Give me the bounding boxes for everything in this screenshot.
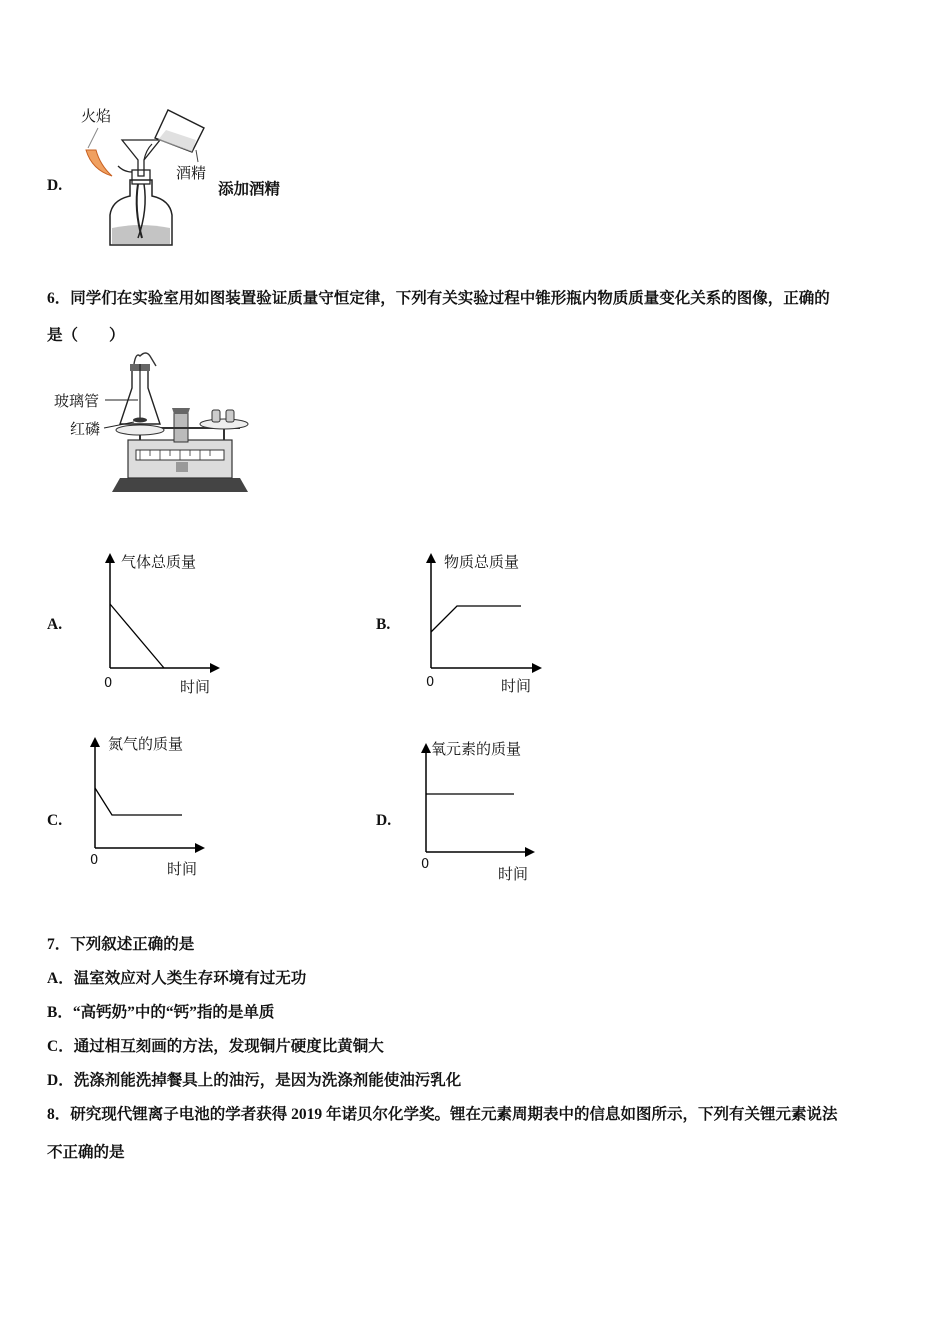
graph-b-ylabel: 物质总质量 <box>444 553 520 571</box>
q5-option-d-letter: D. <box>47 177 63 194</box>
graph-d-xlabel: 时间 <box>498 865 529 883</box>
q6-option-b-letter: B. <box>376 616 391 633</box>
graph-b-origin: 0 <box>426 675 435 690</box>
q7-option-d: D．洗涤剂能洗掉餐具上的油污，是因为洗涤剂能使油污乳化 <box>47 1072 462 1089</box>
graph-a-xlabel: 时间 <box>180 678 211 696</box>
glass-tube-label: 玻璃管 <box>54 392 100 410</box>
graph-d-origin: 0 <box>421 857 430 872</box>
q7-option-c: C．通过相互刻画的方法，发现铜片硬度比黄铜大 <box>47 1038 384 1055</box>
q7-option-b: B．“高钙奶”中的“钙”指的是单质 <box>47 1004 275 1021</box>
q7-option-a: A．温室效应对人类生存环境有过无功 <box>47 970 307 987</box>
q8-stem-line1: 8．研究现代锂离子电池的学者获得 2019 年诺贝尔化学奖。锂在元素周期表中的信息如图所示，下列有关锂元素说法 <box>47 1106 838 1123</box>
q6-stem-line2: 是（ ） <box>47 327 125 344</box>
q8-stem-line2: 不正确的是 <box>47 1144 125 1161</box>
graph-d <box>0 0 560 890</box>
graph-b-xlabel: 时间 <box>501 677 532 695</box>
graph-c-origin: 0 <box>90 853 99 868</box>
add-alcohol-caption: 添加酒精 <box>218 181 281 198</box>
graph-c-ylabel: 氮气的质量 <box>108 735 184 753</box>
q6-stem-line1: 6．同学们在实验室用如图装置验证质量守恒定律，下列有关实验过程中锥形瓶内物质质量变化关系的图像，正确的 <box>47 290 830 307</box>
red-phosphorus-label: 红磷 <box>70 420 101 438</box>
graph-a-ylabel: 气体总质量 <box>121 553 197 571</box>
q6-option-a-letter: A. <box>47 616 63 633</box>
q6-option-c-letter: C. <box>47 812 63 829</box>
graph-c-xlabel: 时间 <box>167 860 198 878</box>
graph-d-ylabel: 氧元素的质量 <box>431 740 522 758</box>
alcohol-label: 酒精 <box>176 164 207 182</box>
graph-a-origin: 0 <box>104 676 113 691</box>
q6-option-d-letter: D. <box>376 812 392 829</box>
flame-label: 火焰 <box>81 107 112 125</box>
q7-stem: 7．下列叙述正确的是 <box>47 936 195 953</box>
